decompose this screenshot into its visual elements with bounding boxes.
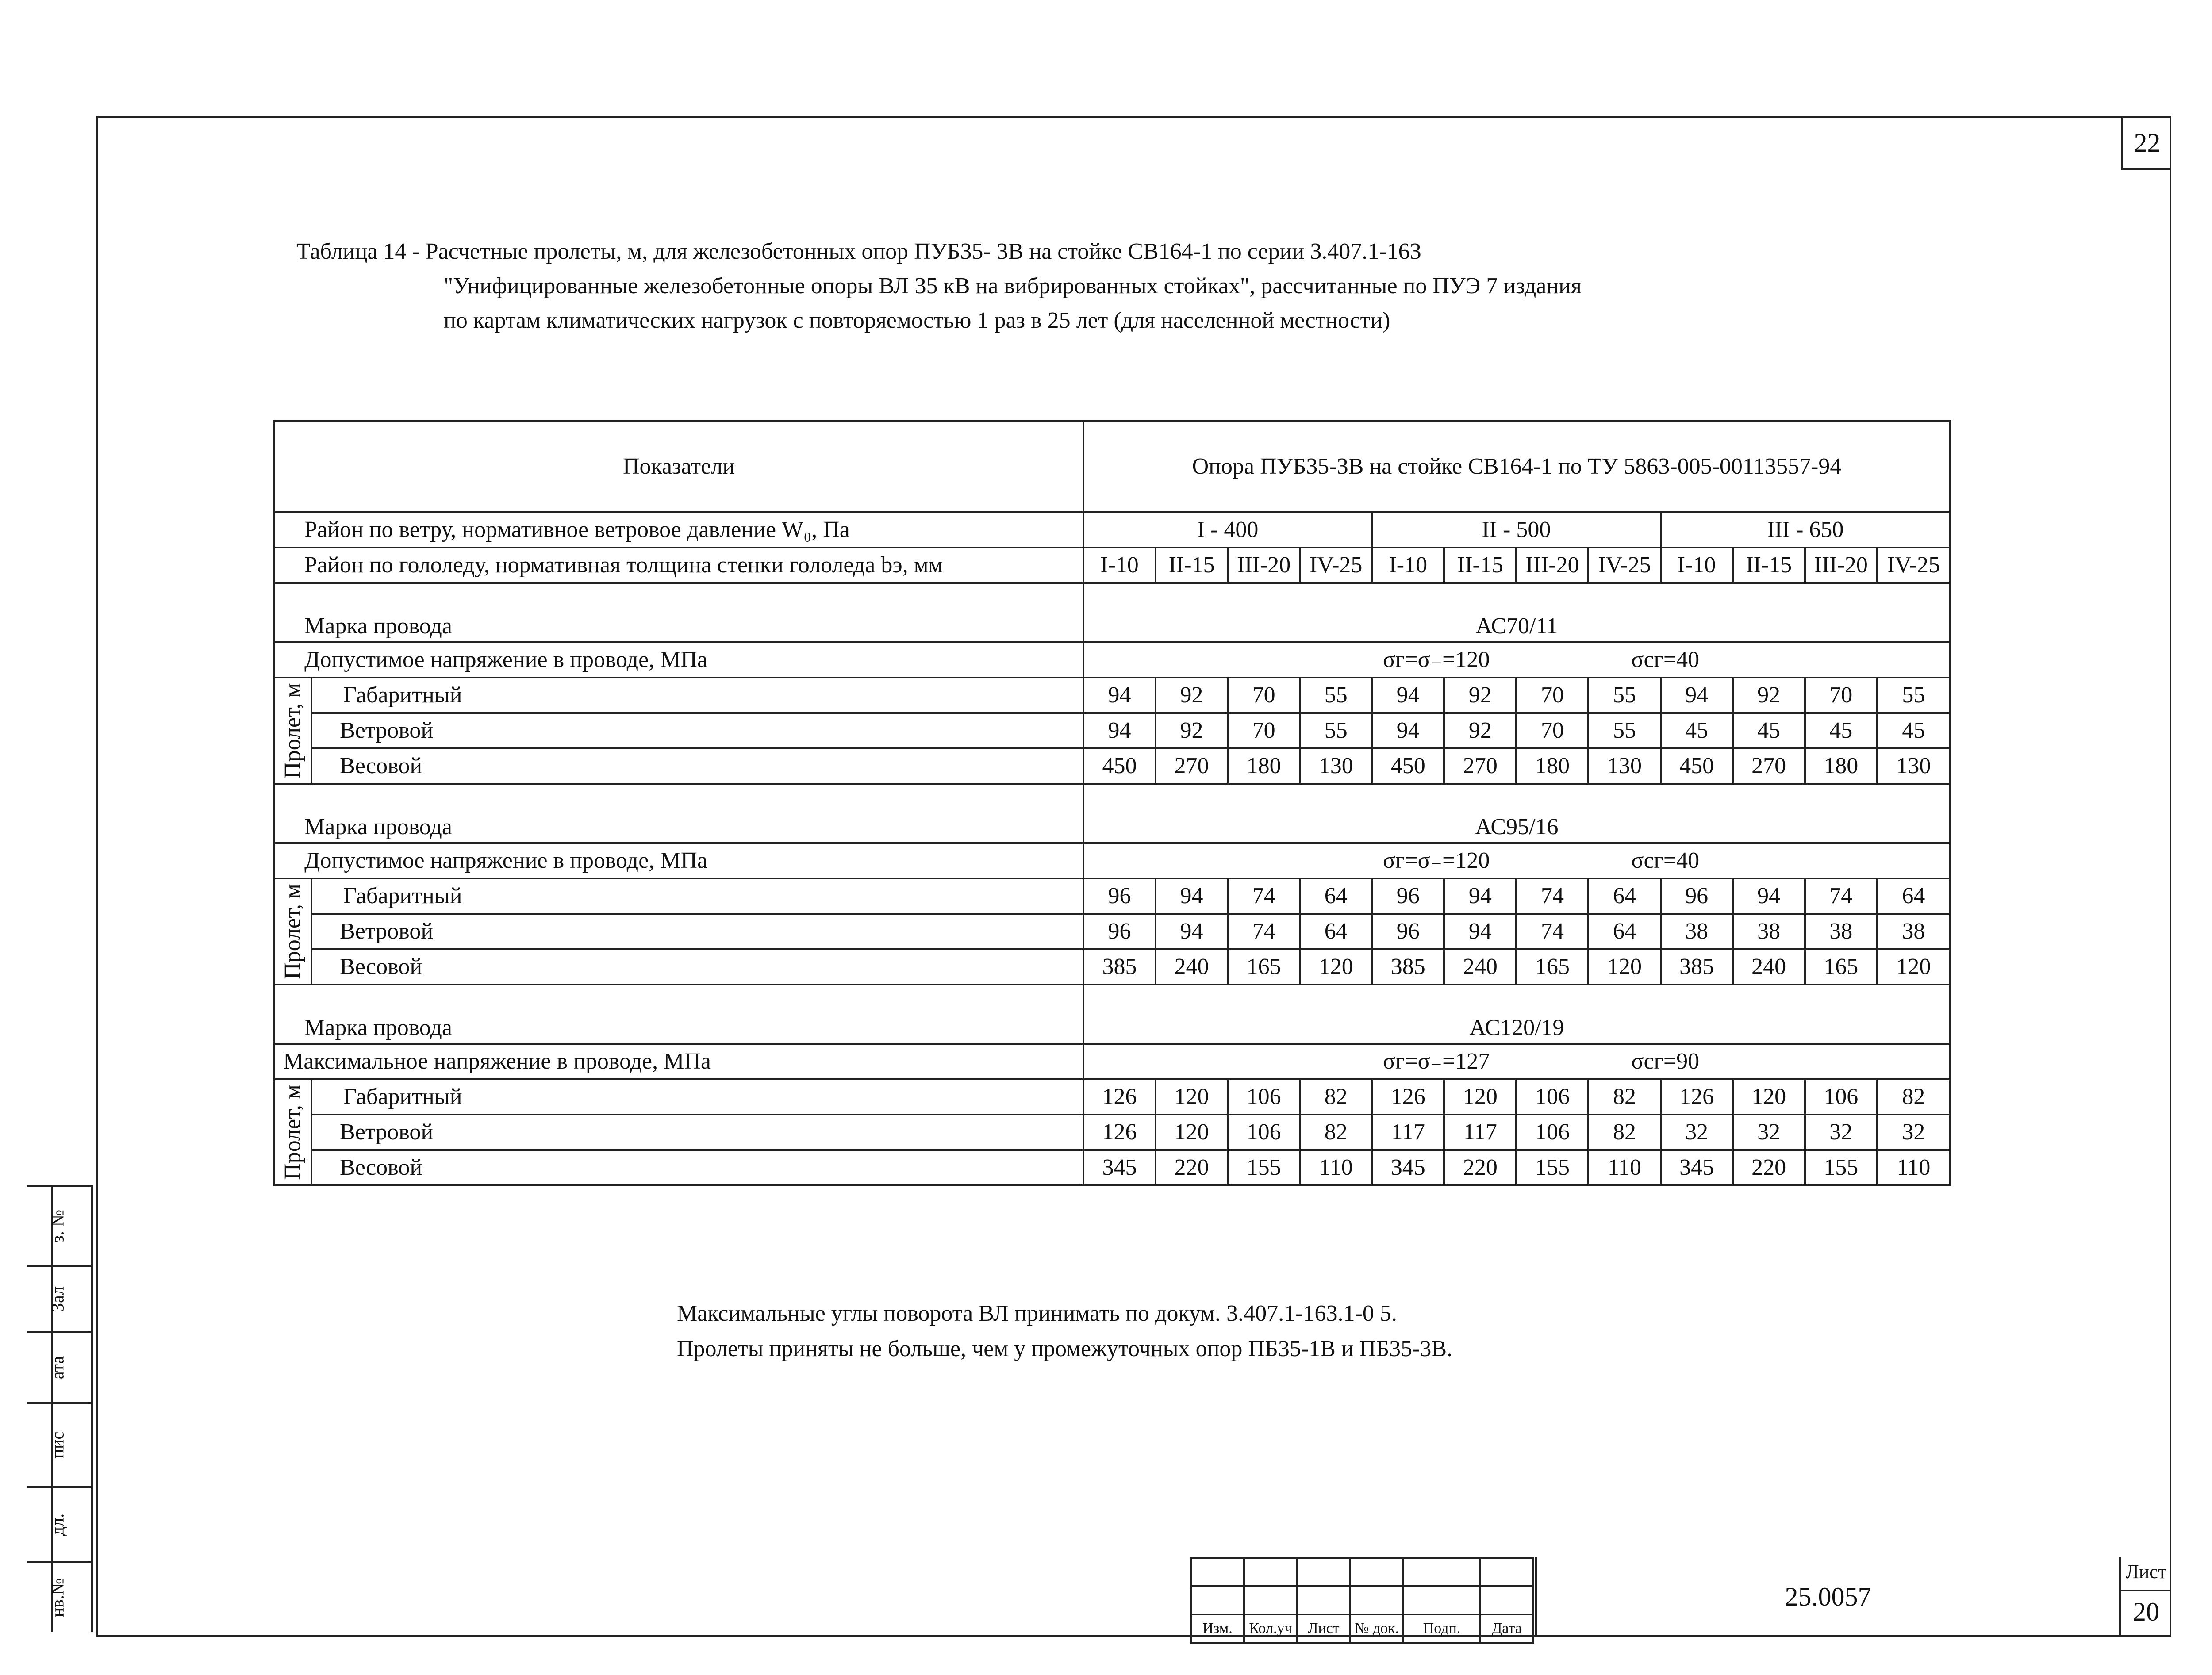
span-group-text: Пролет, м [280, 884, 306, 979]
span-value: 45 [1805, 713, 1877, 748]
stamp-label: Зал [47, 1286, 68, 1312]
stress-value-b: σсг=40 [1516, 642, 1950, 678]
span-value: 117 [1372, 1115, 1444, 1150]
span-value: 110 [1588, 1150, 1660, 1185]
span-type-label: Ветровой [311, 713, 1083, 748]
span-value: 240 [1733, 949, 1805, 985]
stamp-cell [27, 1486, 93, 1561]
span-value: 120 [1156, 1115, 1228, 1150]
header-support: Опора ПУБ35-3В на стойке СВ164-1 по ТУ 5863-005-00113557-94 [1083, 421, 1950, 512]
span-value: 120 [1588, 949, 1660, 985]
ice-region-cell: II-15 [1156, 548, 1228, 583]
span-value: 240 [1444, 949, 1516, 985]
span-value: 94 [1083, 678, 1156, 713]
wire-mark-row [274, 583, 1950, 642]
note-line-1: Максимальные углы поворота ВЛ принимать по докум. 3.407.1-163.1-0 5. [677, 1301, 1397, 1326]
span-value: 64 [1588, 914, 1660, 949]
span-value: 345 [1372, 1150, 1444, 1185]
sheet-box [2119, 1557, 2171, 1637]
ice-region-cell: III-20 [1805, 548, 1877, 583]
span-value: 220 [1444, 1150, 1516, 1185]
span-value: 94 [1156, 878, 1228, 914]
caption-line-3: по картам климатических нагрузок с повторяемостью 1 раз в 25 лет (для населенной местности) [444, 308, 1390, 333]
header-indicators: Показатели [274, 421, 1083, 512]
span-value: 32 [1805, 1115, 1877, 1150]
span-row [274, 713, 1950, 748]
wire-mark-row [274, 784, 1950, 843]
span-value: 70 [1805, 678, 1877, 713]
span-value: 74 [1805, 878, 1877, 914]
span-value: 106 [1228, 1079, 1300, 1115]
stamp-label: пис [47, 1431, 68, 1459]
ice-region-cell: I-10 [1083, 548, 1156, 583]
title-block-grid [1190, 1557, 1534, 1644]
span-row [274, 1079, 1950, 1115]
spans-table [273, 420, 1951, 1186]
wind-region-label: Район по ветру, нормативное ветровое давление W₀, Па [274, 512, 1083, 548]
tb-col-list: Лист [1297, 1614, 1350, 1643]
span-value: 96 [1372, 914, 1444, 949]
span-value: 32 [1733, 1115, 1805, 1150]
ice-region-cell: IV-25 [1588, 548, 1660, 583]
span-value: 55 [1300, 713, 1372, 748]
stamp-label: з. № [47, 1210, 68, 1242]
stamp-cell [27, 1185, 93, 1265]
span-value: 96 [1661, 878, 1733, 914]
span-value: 74 [1516, 914, 1588, 949]
wind-region-3: III - 650 [1661, 512, 1950, 548]
stamp-cell [27, 1402, 93, 1486]
ice-region-cell: II-15 [1733, 548, 1805, 583]
span-value: 92 [1444, 713, 1516, 748]
span-group-label [274, 678, 311, 784]
span-value: 130 [1588, 748, 1660, 784]
span-value: 94 [1733, 878, 1805, 914]
span-value: 45 [1661, 713, 1733, 748]
table-caption [296, 234, 1582, 338]
stamp-label: ата [47, 1356, 68, 1380]
span-value: 180 [1805, 748, 1877, 784]
span-value: 120 [1877, 949, 1950, 985]
span-value: 38 [1661, 914, 1733, 949]
span-value: 55 [1300, 678, 1372, 713]
span-value: 180 [1516, 748, 1588, 784]
span-group-text: Пролет, м [280, 1085, 306, 1180]
tb-col-date: Дата [1480, 1614, 1533, 1643]
span-value: 38 [1877, 914, 1950, 949]
span-value: 165 [1516, 949, 1588, 985]
document-code: 25.0057 [1535, 1557, 2119, 1637]
span-value: 155 [1805, 1150, 1877, 1185]
ice-region-cell: I-10 [1372, 548, 1444, 583]
span-value: 94 [1444, 914, 1516, 949]
span-value: 74 [1516, 878, 1588, 914]
span-value: 32 [1877, 1115, 1950, 1150]
stress-value-b: σсг=90 [1516, 1044, 1950, 1079]
span-value: 117 [1444, 1115, 1516, 1150]
span-type-label: Ветровой [311, 1115, 1083, 1150]
wire-mark-value: АС120/19 [1083, 985, 1950, 1044]
stamp-label: дл. [47, 1513, 68, 1536]
span-value: 126 [1083, 1115, 1156, 1150]
stress-row [274, 1044, 1950, 1079]
span-value: 94 [1372, 713, 1444, 748]
span-value: 38 [1733, 914, 1805, 949]
span-value: 450 [1372, 748, 1444, 784]
ice-region-cell: III-20 [1228, 548, 1300, 583]
span-type-label: Весовой [311, 748, 1083, 784]
span-value: 126 [1083, 1079, 1156, 1115]
span-value: 64 [1300, 914, 1372, 949]
span-value: 220 [1156, 1150, 1228, 1185]
span-value: 385 [1083, 949, 1156, 985]
note-line-2: Пролеты приняты не больше, чем у промежуточных опор ПБ35-1В и ПБ35-3В. [677, 1336, 1453, 1361]
stress-label: Максимальное напряжение в проводе, МПа [274, 1044, 1083, 1079]
span-value: 74 [1228, 878, 1300, 914]
span-value: 130 [1877, 748, 1950, 784]
span-value: 32 [1661, 1115, 1733, 1150]
tb-col-doc: № док. [1350, 1614, 1403, 1643]
span-value: 94 [1372, 678, 1444, 713]
title-block [1190, 1557, 2171, 1637]
stress-label: Допустимое напряжение в проводе, МПа [274, 843, 1083, 878]
span-value: 92 [1444, 678, 1516, 713]
ice-region-cell: II-15 [1444, 548, 1516, 583]
ice-region-cell: I-10 [1661, 548, 1733, 583]
caption-line-1: Таблица 14 - Расчетные пролеты, м, для железобетонных опор ПУБ35- 3В на стойке СВ164-1 по серии 3.407.1-163 [296, 239, 1421, 264]
span-value: 55 [1877, 678, 1950, 713]
span-value: 155 [1516, 1150, 1588, 1185]
stress-value-a: σг=σ₋=120 [1083, 843, 1516, 878]
wire-mark-label: Марка провода [274, 985, 1083, 1044]
span-value: 270 [1733, 748, 1805, 784]
span-value: 120 [1300, 949, 1372, 985]
span-value: 165 [1805, 949, 1877, 985]
tb-col-izm: Изм. [1191, 1614, 1244, 1643]
span-value: 155 [1228, 1150, 1300, 1185]
span-value: 70 [1516, 713, 1588, 748]
stamp-cell [27, 1561, 93, 1632]
tb-col-sign: Подп. [1403, 1614, 1480, 1643]
span-value: 96 [1083, 878, 1156, 914]
span-value: 70 [1228, 713, 1300, 748]
span-value: 94 [1156, 914, 1228, 949]
span-value: 64 [1588, 878, 1660, 914]
span-row [274, 878, 1950, 914]
span-value: 385 [1661, 949, 1733, 985]
span-value: 64 [1300, 878, 1372, 914]
span-value: 94 [1083, 713, 1156, 748]
caption-line-2: "Унифицированные железобетонные опоры ВЛ 35 кВ на вибрированных стойках", рассчитанные по ПУЭ 7 издания [444, 273, 1582, 299]
span-value: 220 [1733, 1150, 1805, 1185]
page-number-top: 22 [2121, 118, 2171, 170]
ice-region-label: Район по гололеду, нормативная толщина стенки гололеда bэ, мм [274, 548, 1083, 583]
wind-region-2: II - 500 [1372, 512, 1660, 548]
span-value: 96 [1372, 878, 1444, 914]
span-group-text: Пролет, м [280, 683, 306, 778]
wire-mark-label: Марка провода [274, 583, 1083, 642]
stress-label: Допустимое напряжение в проводе, МПа [274, 642, 1083, 678]
span-value: 106 [1516, 1115, 1588, 1150]
span-value: 82 [1877, 1079, 1950, 1115]
span-row [274, 914, 1950, 949]
span-value: 82 [1300, 1079, 1372, 1115]
span-value: 120 [1444, 1079, 1516, 1115]
notes [677, 1296, 1452, 1367]
span-value: 70 [1516, 678, 1588, 713]
span-value: 270 [1156, 748, 1228, 784]
span-row [274, 748, 1950, 784]
stamp-cell [27, 1265, 93, 1331]
span-type-label: Весовой [311, 1150, 1083, 1185]
span-value: 165 [1228, 949, 1300, 985]
span-value: 450 [1661, 748, 1733, 784]
stress-value-a: σг=σ₋=120 [1083, 642, 1516, 678]
span-value: 70 [1228, 678, 1300, 713]
span-row [274, 678, 1950, 713]
span-value: 55 [1588, 713, 1660, 748]
span-type-label: Габаритный [311, 1079, 1083, 1115]
span-type-label: Весовой [311, 949, 1083, 985]
wire-mark-label: Марка провода [274, 784, 1083, 843]
span-value: 126 [1661, 1079, 1733, 1115]
span-value: 110 [1300, 1150, 1372, 1185]
span-value: 64 [1877, 878, 1950, 914]
span-value: 74 [1228, 914, 1300, 949]
span-value: 94 [1444, 878, 1516, 914]
span-value: 82 [1588, 1115, 1660, 1150]
span-value: 92 [1156, 678, 1228, 713]
span-value: 110 [1877, 1150, 1950, 1185]
span-value: 270 [1444, 748, 1516, 784]
span-value: 92 [1156, 713, 1228, 748]
wire-mark-value: АС95/16 [1083, 784, 1950, 843]
span-value: 240 [1156, 949, 1228, 985]
span-value: 82 [1588, 1079, 1660, 1115]
ice-region-cell: III-20 [1516, 548, 1588, 583]
span-value: 45 [1877, 713, 1950, 748]
span-value: 120 [1733, 1079, 1805, 1115]
span-value: 96 [1083, 914, 1156, 949]
stress-row [274, 843, 1950, 878]
span-value: 130 [1300, 748, 1372, 784]
stamp-cell [27, 1331, 93, 1402]
span-group-label [274, 1079, 311, 1185]
span-type-label: Габаритный [311, 878, 1083, 914]
ice-region-cell: IV-25 [1877, 548, 1950, 583]
span-row [274, 1115, 1950, 1150]
span-value: 106 [1228, 1115, 1300, 1150]
stress-value-a: σг=σ₋=127 [1083, 1044, 1516, 1079]
stamp-label: нв.№ [47, 1578, 68, 1618]
span-value: 126 [1372, 1079, 1444, 1115]
span-type-label: Ветровой [311, 914, 1083, 949]
span-value: 82 [1300, 1115, 1372, 1150]
stress-value-b: σсг=40 [1516, 843, 1950, 878]
wind-region-1: I - 400 [1083, 512, 1372, 548]
span-value: 120 [1156, 1079, 1228, 1115]
wire-mark-value: АС70/11 [1083, 583, 1950, 642]
span-value: 45 [1733, 713, 1805, 748]
span-value: 345 [1083, 1150, 1156, 1185]
margin-stamp [27, 1185, 93, 1632]
span-value: 345 [1661, 1150, 1733, 1185]
span-value: 92 [1733, 678, 1805, 713]
sheet-label: Лист [2121, 1560, 2171, 1591]
span-row [274, 1150, 1950, 1185]
span-value: 94 [1661, 678, 1733, 713]
span-value: 180 [1228, 748, 1300, 784]
span-value: 385 [1372, 949, 1444, 985]
span-value: 106 [1516, 1079, 1588, 1115]
span-value: 38 [1805, 914, 1877, 949]
span-value: 106 [1805, 1079, 1877, 1115]
sheet-number: 20 [2133, 1597, 2159, 1626]
wire-mark-row [274, 985, 1950, 1044]
span-group-label [274, 878, 311, 985]
tb-col-kolich: Кол.уч [1244, 1614, 1297, 1643]
span-type-label: Габаритный [311, 678, 1083, 713]
ice-region-cell: IV-25 [1300, 548, 1372, 583]
span-row [274, 949, 1950, 985]
span-value: 450 [1083, 748, 1156, 784]
span-value: 55 [1588, 678, 1660, 713]
stress-row [274, 642, 1950, 678]
